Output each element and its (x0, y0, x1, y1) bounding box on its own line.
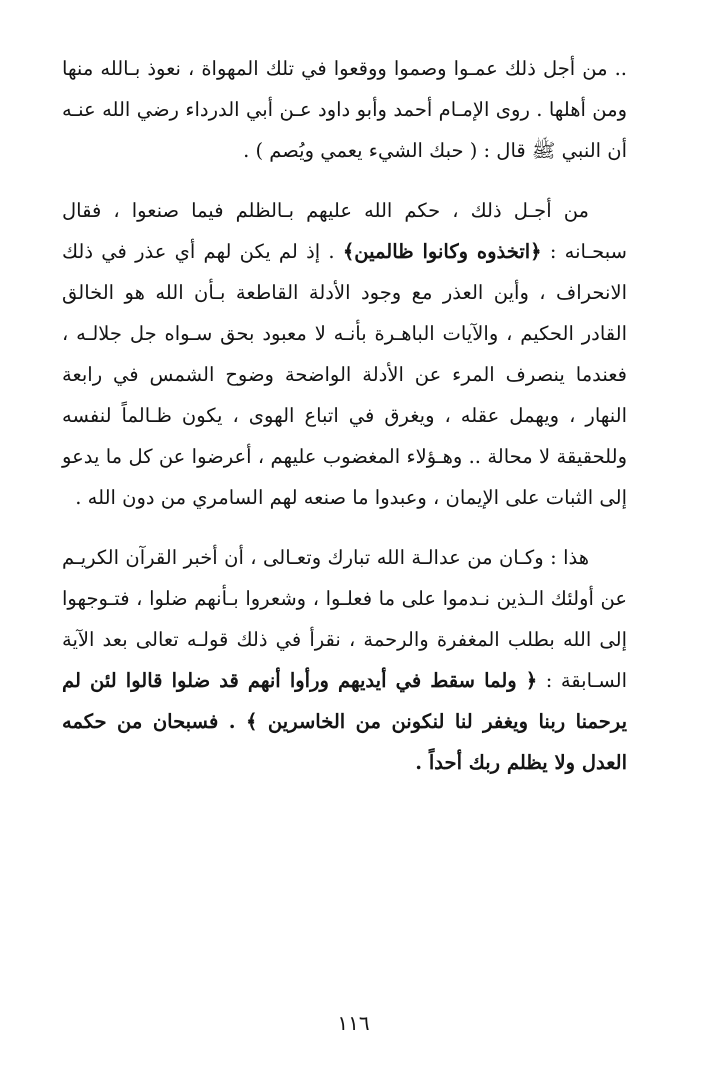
paragraph-2-text-a: من أجـل ذلك ، حكم الله عليهم بـالظلم فيما صنعوا ، فقال سبحـانه : (62, 199, 627, 263)
paragraph-2-text-b: . إذ لم يكن لهم أي عذر في ذلك الانحراف ، وأين العذر مع وجود الأدلة القاطعة بـأن الله هو الخالق القادر الحكيم ، والآيات الباهـرة بأنـه لا معبود بحق سـواه جل جلالـه ، فعندما ينصرف المرء عن الأدلة الواضحة وضوح الشمس في رابعة النهار ، ويهمل عقله ، ويغرق في اتباع الهوى ، يكون ظـالماً لنفسه وللحقيقة لا محالة .. وهـؤلاء المغضوب عليهم ، أعرضوا عن كل ما يدعو إلى الثبات على الإيمان ، وعبدوا ما صنعه لهم السامري من دون الله . (62, 240, 627, 509)
quran-quote-1: ﴿اتخذوه وكانوا ظالمين﴾ (342, 240, 542, 263)
quran-quote-2: ﴿ ولما سقط في أيديهم ورأوا أنهم قد ضلوا قالوا لئن لم يرحمنا ربنا ويغفر لنا لنكونن من الخاسرين ﴾ . فسبحان من حكمه العدل ولا يظلم ربك أحداً . (62, 669, 627, 774)
body-text (62, 48, 627, 783)
paragraph-3 (62, 537, 627, 783)
paragraph-1 (62, 48, 627, 171)
paragraph-2 (62, 190, 627, 518)
paragraph-1-text: .. من أجل ذلك عمـوا وصموا ووقعوا في تلك المهواة ، نعوذ بـالله منها ومن أهلها . روى الإمـام أحمد وأبو داود عـن أبي الدرداء رضي الله عنـه أن النبي ﷺ قال : ( حبك الشيء يعمي ويُصم ) . (62, 57, 627, 162)
paragraph-3-text-a: هذا : وكـان من عدالـة الله تبارك وتعـالى ، أن أخبر القرآن الكريـم عن أولئك الـذين نـدموا على ما فعلـوا ، وشعروا بـأنهم ضلوا ، فتـوجهوا إلى الله بطلب المغفرة والرحمة ، نقرأ في ذلك قولـه تعالى بعد الآية السـابقة : (62, 546, 628, 692)
page-number: ١١٦ (337, 1011, 370, 1035)
